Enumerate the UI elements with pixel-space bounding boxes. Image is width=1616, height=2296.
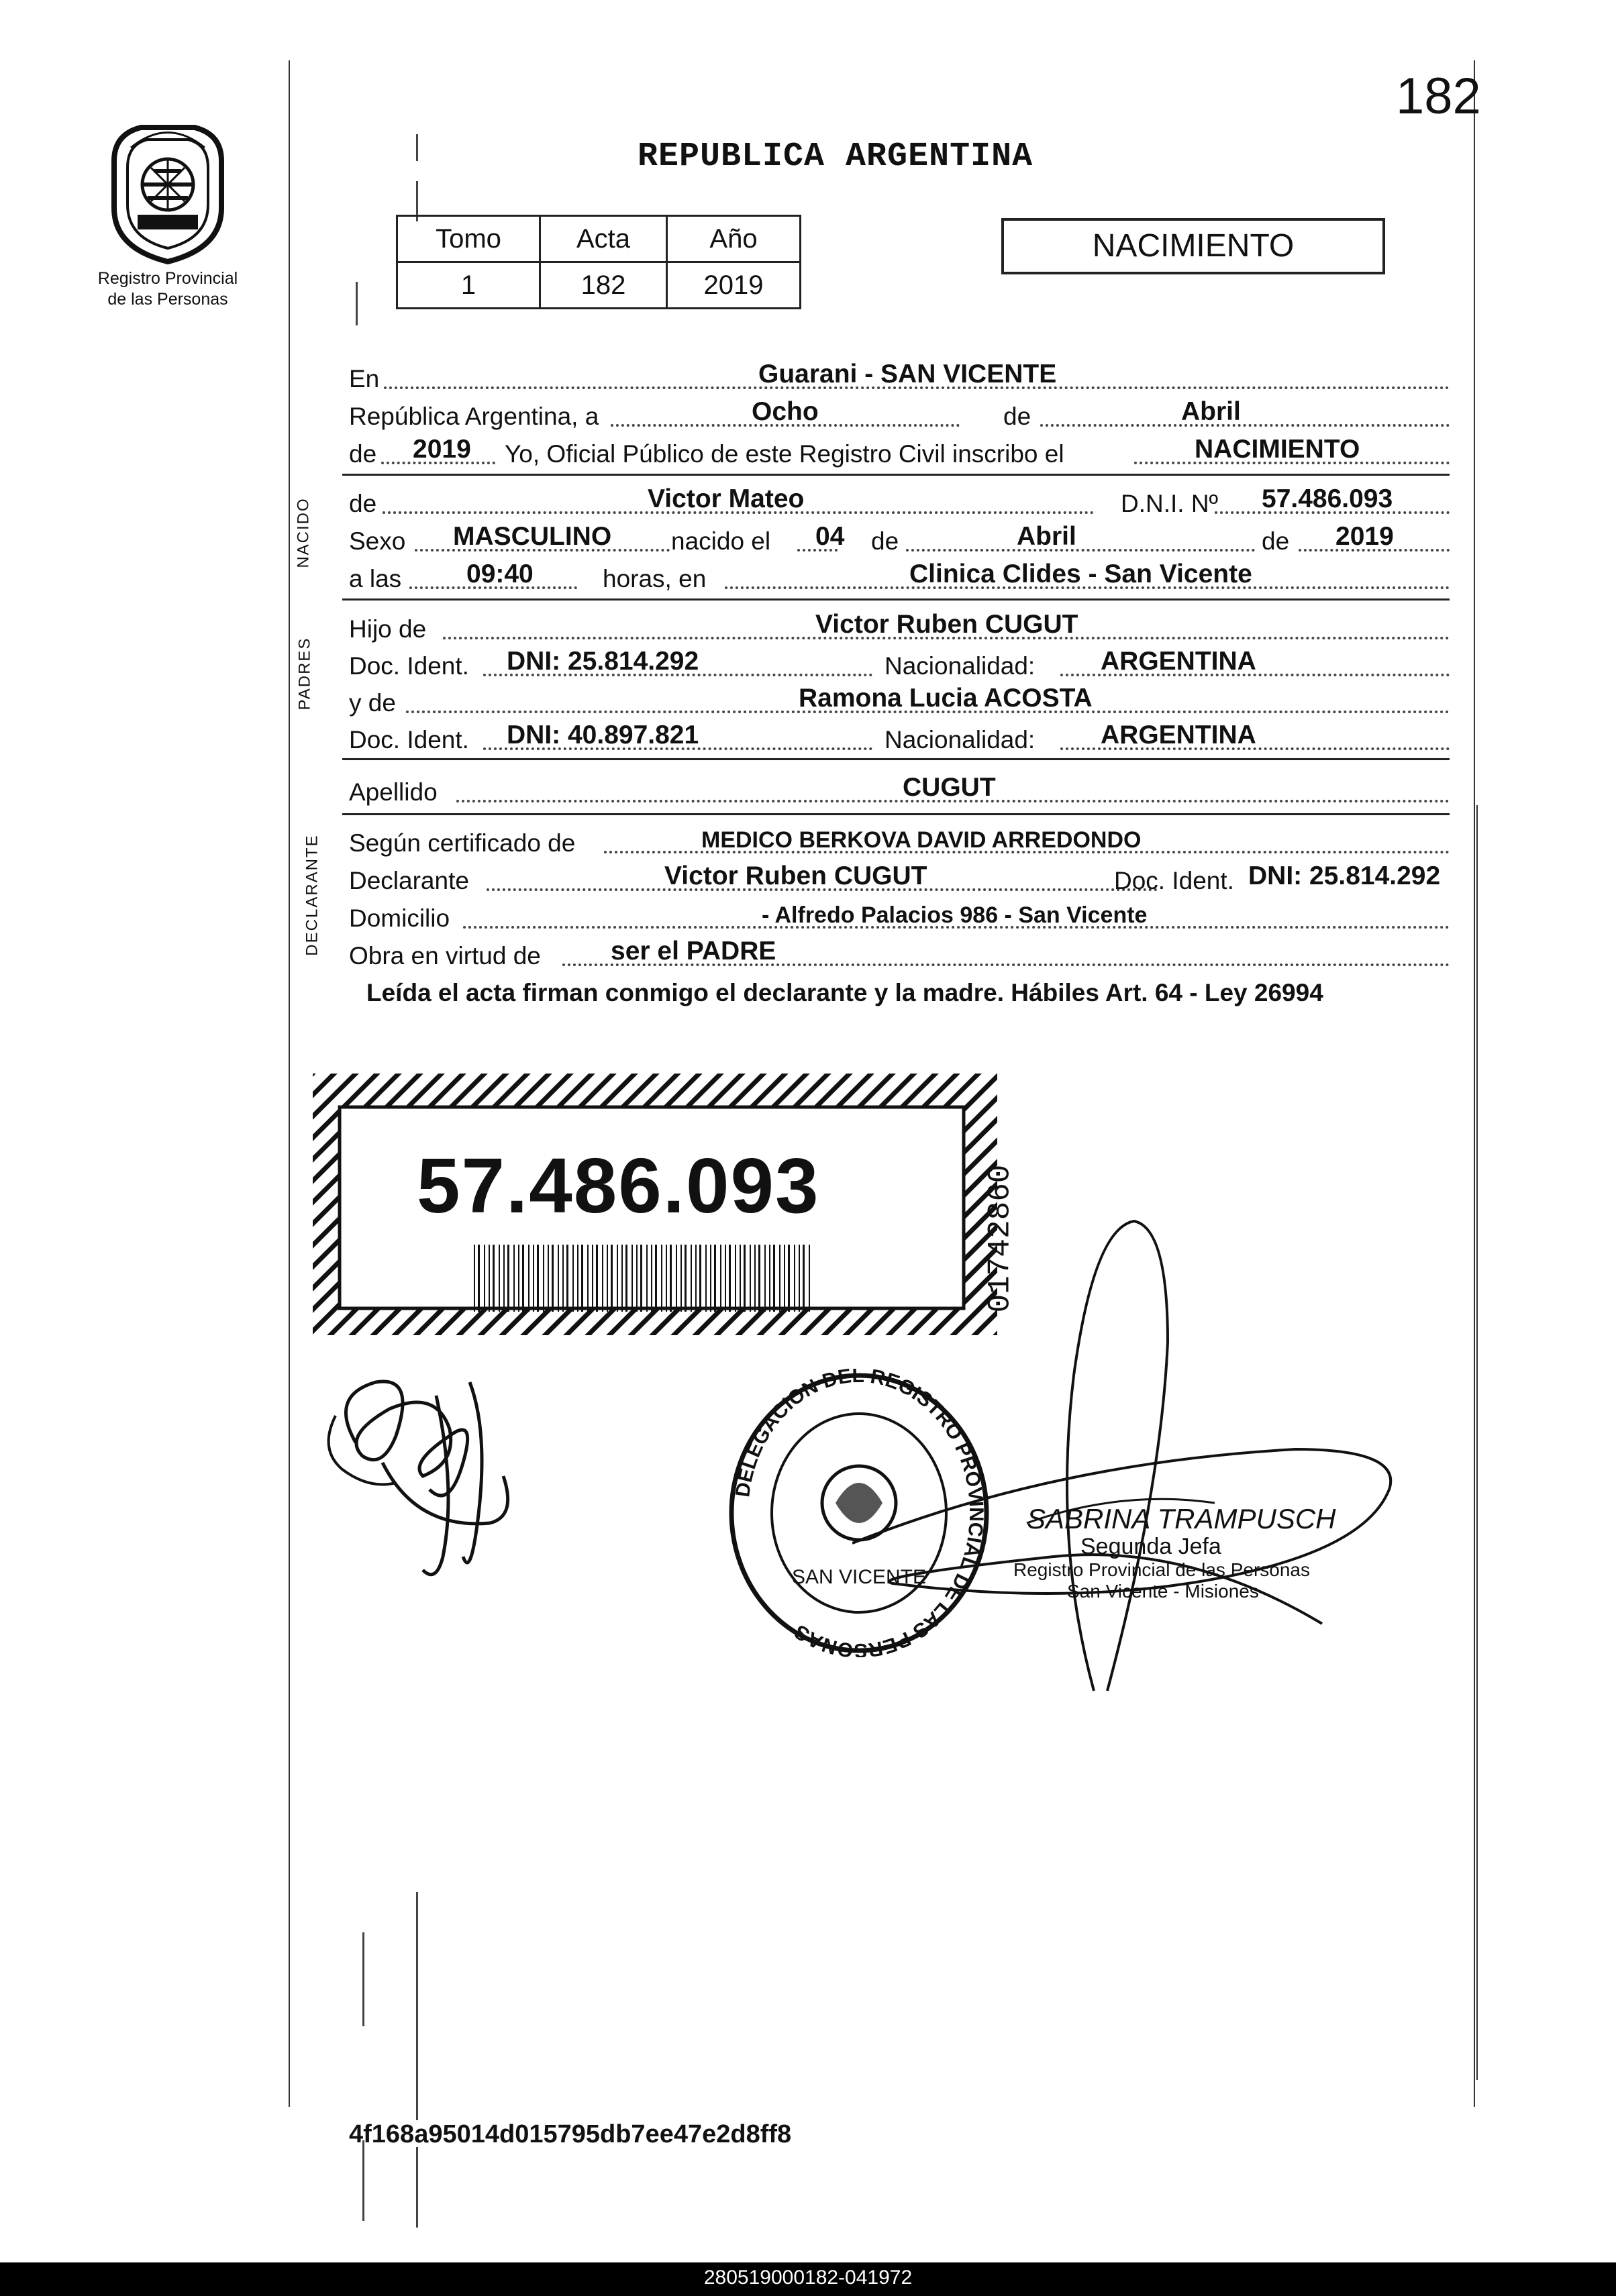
barcode-bar xyxy=(803,1245,805,1312)
barcode-bar xyxy=(784,1245,785,1312)
registry-logo xyxy=(81,121,255,310)
table-cell-tomo: 1 xyxy=(397,262,540,309)
official-signature-icon xyxy=(852,1208,1456,1704)
barcode-bar xyxy=(666,1245,667,1312)
label-surname: Apellido xyxy=(349,778,438,806)
barcode-bar xyxy=(513,1245,515,1312)
label-mother: y de xyxy=(349,689,396,717)
barcode-bar xyxy=(596,1245,598,1312)
registry-caption-line1: Registro Provincial xyxy=(97,269,238,288)
signer-name: SABRINA TRAMPUSCH xyxy=(1027,1503,1336,1534)
barcode-bar xyxy=(602,1245,603,1312)
stamp-ring-text: DELEGACION DEL REGISTRO PROVINCIAL DE LAS PERSONAS xyxy=(731,1369,988,1657)
value-birth-day: 04 xyxy=(815,522,845,551)
label-inscribo: Yo, Oficial Público de este Registro Civil inscribo el xyxy=(505,440,1064,468)
form-row-child xyxy=(349,482,1450,519)
section-label-nacido: NACIDO xyxy=(294,497,313,568)
barcode-bar xyxy=(621,1245,623,1312)
barcode-bar xyxy=(581,1245,583,1312)
barcode-bar xyxy=(788,1245,790,1312)
label-father: Hijo de xyxy=(349,615,427,643)
label-of: de xyxy=(1003,403,1031,430)
barcode-bar xyxy=(474,1245,475,1312)
barcode-bar xyxy=(493,1245,495,1312)
table-cell-ano: 2019 xyxy=(667,262,801,309)
signer-place: San Vicente - Misiones xyxy=(1067,1581,1259,1602)
value-act: NACIMIENTO xyxy=(1195,435,1360,464)
form-row-mother xyxy=(349,681,1450,719)
barcode-bar xyxy=(646,1245,648,1312)
registry-table xyxy=(396,215,801,309)
barcode-bar xyxy=(537,1245,539,1312)
barcode-bar xyxy=(699,1245,701,1312)
label-mother-nationality: Nacionalidad: xyxy=(885,726,1036,753)
province-seal-icon xyxy=(101,121,235,268)
form-row-capacity xyxy=(349,934,1450,972)
barcode-bar xyxy=(478,1245,480,1312)
barcode-bar xyxy=(799,1245,800,1312)
barcode-bar xyxy=(705,1245,707,1312)
value-mother-name: Ramona Lucia ACOSTA xyxy=(799,684,1093,713)
label-hours: horas, en xyxy=(603,565,707,592)
barcode-bar xyxy=(695,1245,697,1312)
value-day: Ocho xyxy=(752,397,819,426)
form-row-mother-doc xyxy=(349,718,1450,755)
label-father-doc: Doc. Ident. xyxy=(349,652,469,680)
label-certificate: Según certificado de xyxy=(349,829,576,857)
barcode-bar xyxy=(587,1245,589,1312)
value-place: Guarani - SAN VICENTE xyxy=(758,360,1057,388)
barcode-bar xyxy=(779,1245,780,1312)
value-month: Abril xyxy=(1181,397,1241,426)
form-row-declarant xyxy=(349,859,1450,896)
barcode-bar xyxy=(764,1245,766,1312)
label-date: República Argentina, a xyxy=(349,403,599,430)
barcode-bar xyxy=(655,1245,657,1312)
closing-statement: Leída el acta firman conmigo el declarante y la madre. Hábiles Art. 64 - Ley 26994 xyxy=(366,979,1323,1006)
label-declarant-doc: Doc. Ident. xyxy=(1114,867,1234,894)
value-mother-doc: DNI: 40.897.821 xyxy=(507,721,699,749)
label-child: de xyxy=(349,490,377,517)
barcode-bar xyxy=(670,1245,672,1312)
barcode-bar xyxy=(729,1245,731,1312)
value-declarant-doc: DNI: 25.814.292 xyxy=(1248,862,1441,890)
form-row-father xyxy=(349,607,1450,645)
barcode-bar xyxy=(794,1245,795,1312)
value-surname: CUGUT xyxy=(903,773,996,802)
barcode-bar xyxy=(592,1245,593,1312)
barcode-bar xyxy=(558,1245,559,1312)
label-address: Domicilio xyxy=(349,904,450,932)
record-type-box: NACIMIENTO xyxy=(1001,218,1385,274)
value-child-dni: 57.486.093 xyxy=(1262,484,1393,513)
barcode-bar xyxy=(773,1245,775,1312)
barcode-bar xyxy=(522,1245,524,1312)
value-address: - Alfredo Palacios 986 - San Vicente xyxy=(762,902,1148,928)
form-row-certificate xyxy=(349,821,1450,859)
label-sex: Sexo xyxy=(349,527,406,555)
document-hash: 4f168a95014d015795db7ee47e2d8ff8 xyxy=(349,2120,792,2148)
label-year: de xyxy=(349,440,377,468)
value-year: 2019 xyxy=(413,435,471,464)
barcode-bar xyxy=(740,1245,741,1312)
barcode-bar xyxy=(518,1245,519,1312)
barcode-bar xyxy=(548,1245,549,1312)
footer-code: 280519000182-041972 xyxy=(703,2266,913,2289)
label-dni: D.N.I. Nº xyxy=(1121,490,1219,517)
value-time: 09:40 xyxy=(466,560,534,588)
declarant-signature-icon xyxy=(315,1355,584,1597)
registry-caption-line2: de las Personas xyxy=(107,290,228,309)
id-number: 57.486.093 xyxy=(417,1142,820,1229)
barcode-bar xyxy=(489,1245,490,1312)
section-label-declarante: DECLARANTE xyxy=(303,834,321,956)
barcode-bar xyxy=(577,1245,578,1312)
value-certificate: MEDICO BERKOVA DAVID ARREDONDO xyxy=(701,827,1142,853)
page-number: 182 xyxy=(1396,68,1481,125)
barcode-bar xyxy=(552,1245,554,1312)
table-header-acta: Acta xyxy=(540,216,667,262)
barcode-bar xyxy=(636,1245,638,1312)
label-capacity: Obra en virtud de xyxy=(349,942,541,970)
label-declarant: Declarante xyxy=(349,867,469,894)
label-time: a las xyxy=(349,565,402,592)
barcode-bar xyxy=(611,1245,613,1312)
serial-number-text: 01742860 xyxy=(982,1164,1018,1313)
barcode-bar xyxy=(484,1245,485,1312)
value-capacity: ser el PADRE xyxy=(611,937,776,966)
barcode-bar xyxy=(725,1245,726,1312)
form-row-father-doc xyxy=(349,644,1450,682)
barcode-bar xyxy=(661,1245,662,1312)
barcode-bar xyxy=(809,1245,810,1312)
barcode-bar xyxy=(680,1245,682,1312)
barcode-bar xyxy=(750,1245,751,1312)
form-row-place xyxy=(349,357,1450,395)
value-father-name: Victor Ruben CUGUT xyxy=(815,610,1078,639)
barcode-bar xyxy=(562,1245,564,1312)
stamp-inner-text: SAN VICENTE xyxy=(791,1566,927,1588)
label-birth-year: de xyxy=(1262,527,1290,555)
value-sex: MASCULINO xyxy=(453,522,612,551)
barcode-bar xyxy=(607,1245,608,1312)
barcode-icon xyxy=(474,1245,816,1312)
signer-office: Registro Provincial de las Personas xyxy=(1013,1559,1310,1580)
label-born: nacido el xyxy=(671,527,771,555)
barcode-bar xyxy=(617,1245,618,1312)
barcode-bar xyxy=(625,1245,627,1312)
barcode-bar xyxy=(503,1245,505,1312)
barcode-bar xyxy=(691,1245,692,1312)
form-row-date xyxy=(349,395,1450,432)
barcode-bar xyxy=(543,1245,544,1312)
barcode-bar xyxy=(640,1245,642,1312)
label-mother-doc: Doc. Ident. xyxy=(349,726,469,753)
barcode-bar xyxy=(720,1245,721,1312)
barcode-bar xyxy=(735,1245,736,1312)
barcode-bar xyxy=(632,1245,633,1312)
barcode-bar xyxy=(744,1245,746,1312)
barcode-bar xyxy=(572,1245,574,1312)
barcode-bar xyxy=(528,1245,529,1312)
label-father-nationality: Nacionalidad: xyxy=(885,652,1036,680)
form-row-year xyxy=(349,432,1450,470)
form-row-surname xyxy=(349,770,1450,808)
label-place: En xyxy=(349,365,380,393)
barcode-bar xyxy=(710,1245,711,1312)
barcode-bar xyxy=(758,1245,760,1312)
table-header-ano: Año xyxy=(667,216,801,262)
table-cell-acta: 182 xyxy=(540,262,667,309)
barcode-bar xyxy=(499,1245,500,1312)
barcode-bar xyxy=(769,1245,770,1312)
value-child-name: Victor Mateo xyxy=(648,484,805,513)
barcode-bar xyxy=(754,1245,756,1312)
barcode-bar xyxy=(566,1245,568,1312)
section-label-padres: PADRES xyxy=(295,637,314,711)
value-birth-place: Clinica Clides - San Vicente xyxy=(909,560,1252,588)
form-row-time xyxy=(349,557,1450,594)
barcode-bar xyxy=(714,1245,716,1312)
barcode-bar xyxy=(685,1245,687,1312)
form-row-address xyxy=(349,896,1450,934)
table-header-tomo: Tomo xyxy=(397,216,540,262)
country-title: REPUBLICA ARGENTINA xyxy=(638,138,1033,176)
barcode-bar xyxy=(676,1245,677,1312)
value-birth-year: 2019 xyxy=(1335,522,1394,551)
value-father-nationality: ARGENTINA xyxy=(1101,647,1256,676)
value-birth-month: Abril xyxy=(1017,522,1076,551)
form-row-sex xyxy=(349,519,1450,557)
signer-role: Segunda Jefa xyxy=(1080,1534,1221,1559)
label-birth-of: de xyxy=(871,527,899,555)
barcode-bar xyxy=(533,1245,534,1312)
barcode-bar xyxy=(651,1245,652,1312)
barcode-bar xyxy=(507,1245,509,1312)
value-father-doc: DNI: 25.814.292 xyxy=(507,647,699,676)
value-mother-nationality: ARGENTINA xyxy=(1101,721,1256,749)
value-declarant-name: Victor Ruben CUGUT xyxy=(664,862,927,890)
